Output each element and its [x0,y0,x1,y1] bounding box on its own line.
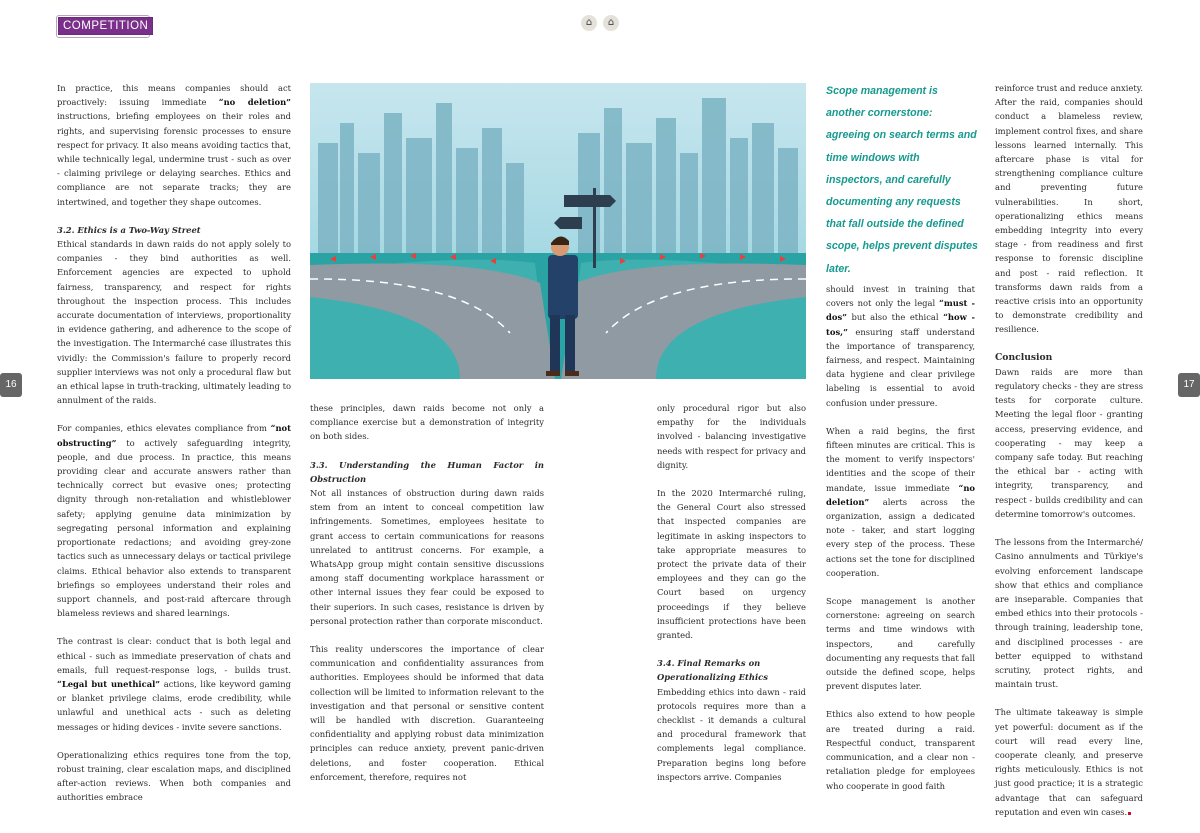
column-2 [310,401,544,798]
column-4 [826,282,975,807]
paragraph: reinforce trust and reduce anxiety. After the raid, companies should conduct a blameless review, implement control fixes, and share lessons learned internally. This aftercare phase is vital for strengthening compliance culture and preventing future vulnerabilities. In short, operationalizing ethics means embedding integrity into every stage - from readiness and first response to forensic discipline and post - raid reflection. It transforms dawn raids from a reactive crisis into an opportunity to demonstrate credibility and resilience. [995,83,1143,335]
paragraph: The lessons from the Intermarché/ Casino annulments and Türkiye's evolving enforcement landscape show that ethics and compliance are inseparable. Companies that embed ethics into their protocols - through training, leadership tone, and disciplined processes - are better equipped to withstand scrutiny, protect rights, and maintain trust. [995,537,1143,690]
section-tag: COMPETITION [58,17,153,35]
section-heading-3-4: 3.4. Final Remarks on [657,658,761,669]
paragraph: In the 2020 Intermarché ruling, the General Court also stressed that inspected companies are legitimate in asking inspectors to take appropriate measures to protect the private data of their employees and they can go the Court based on urgency proceedings if they believe insufficient protections have been granted. [657,488,806,641]
paragraph: Ethics also extend to how people are treated during a raid. Respectful conduct, transparent communication, and a clear non - retaliation pledge for employees who cooperate in good faith [826,709,975,791]
column-3 [657,401,806,798]
section-heading-3-2: 3.2. Ethics is a Two-Way Street [57,224,201,235]
column-1 [57,81,291,819]
house-emblem-icon: ⌂ [581,15,597,31]
end-mark-icon [1128,812,1131,815]
paragraph: Scope management is another cornerstone: agreeing on search terms and time windows with inspectors, and carefully documenting any requests that fall outside the defined scope, helps prevent disputes later. [826,596,975,692]
conclusion-heading: Conclusion [995,351,1053,363]
paragraph: This reality underscores the importance of clear communication and confidentiality assurances from authorities. Employees should be informed that data collection will be limited to information relevant to the investigation and that personal or sensitive content will be handled with discretion. Guaranteeing confidentiality and applying robust data minimization principles can reduce anxiety, prevent panic-driven deletions, and foster cooperation. Ethical enforcement, therefore, requires not [310,644,544,782]
column-5 [995,81,1143,833]
page-number-left: 16 [0,373,22,397]
paragraph: Ethical standards in dawn raids do not apply solely to companies - they bind authorities as well. Enforcement agencies are expected to uphold fairness, transparency, and respect for rights throughout the inspection process. This includes accurate documentation of interviews, proportionality in evidence gathering, and adherence to the scope of the investigation. The Intermarché case illustrates this vividly: the Commission's failure to properly record supplier interviews was not only a procedural flaw but an ethical lapse in truth-tracking, ultimately leading to annulment of the raids. [57,239,291,406]
paragraph: For companies, ethics elevates compliance from “not obstructing” to actively safeguarding integrity, people, and due process. In practice, this means providing clear and accurate answers rather than technically correct but evasive ones; protecting dignity through non-retaliation and whistleblower safety; applying genuine data minimization by segregating personal information and explaining proportionate redactions; and avoiding grey-zone tactics such as unnecessary delays or tactical privilege claims. Ethical behavior also extends to transparent briefings so employees understand their roles and support channels, and post-raid aftercare through blameless reviews and shared learnings. [57,423,291,619]
paragraph: The contrast is clear: conduct that is both legal and ethical - such as immediate preservation of chats and emails, full request-response logs, - builds trust. “Legal but unethical” actions, like keyword gaming or blanket privilege claims, erode credibility, while unlawful and unethical acts - such as deleting messages or hiding devices - invite severe sanctions. [57,636,291,732]
paragraph: Operationalizing ethics requires tone from the top, robust training, clear escalation maps, and disciplined after-action reviews. When both companies and authorities embrace [57,749,291,803]
paragraph: only procedural rigor but also empathy for the individuals involved - balancing investigative needs with respect for privacy and dignity. [657,403,806,470]
page-number-right: 17 [1178,373,1200,397]
section-heading-3-3: 3.3. Understanding the Human Factor in Obstruction [310,459,544,484]
paragraph: should invest in training that covers not only the legal “must - dos” but also the ethical “how - tos,” ensuring staff understand the importance of transparency, fairness, and respect. Maintaining data hygiene and clear privilege labeling is essential to avoid confusion under pressure. [826,284,976,408]
paragraph: In practice, this means companies should act proactively: issuing immediate “no deletion” instructions, briefing employees on their roles and rights, and supervising forensic processes to ensure respect for privacy. It also means avoiding tactics that, while technically legal, undermine trust - such as over - claiming privilege or delaying searches. Ethics and compliance are not separate tracks; they are intertwined, and together they shape outcomes. [57,83,291,207]
paragraph: these principles, dawn raids become not only a compliance exercise but a demonstration of integrity on both sides. [310,403,544,442]
paragraph: When a raid begins, the first fifteen minutes are critical. This is the moment to verify inspectors' identities and the scope of their mandate, issue immediate “no deletion” alerts across the organization, assign a dedicated note - taker, and start logging every step of the process. These actions set the tone for disciplined cooperation. [826,425,975,578]
section-heading-3-4-line2: Operationalizing Ethics [657,672,768,683]
pull-quote: Scope management is another cornerstone: agreeing on search terms and time windows with inspectors, and carefully documenting any requests that fall outside the defined scope, helps prevent disputes later. [826,85,978,275]
paragraph: Dawn raids are more than regulatory checks - they are stress tests for corporate culture. Meeting the legal floor - granting access, preserving evidence, and cooperating - may keep a company safe today. But reaching the ethical bar - acting with integrity, transparency, and respect - builds credibility and can determine tomorrow's outcomes. [995,366,1143,519]
house-emblem-icon: ⌂ [603,15,619,31]
paragraph: Embedding ethics into dawn - raid protocols requires more than a checklist - it demands a cultural and procedural framework that complements legal compliance. Preparation begins long before inspectors arrive. Companies [657,686,806,782]
crossroads-illustration [310,83,806,379]
paragraph: Not all instances of obstruction during dawn raids stem from an intent to conceal competition law infringements. Sometimes, employees hesitate to grant access to certain communications for reasons unrelated to antitrust concerns. For example, a WhatsApp group might contain sensitive discussions among staff documenting workplace harassment or other internal issues they fear could be exposed to their superiors. In such cases, resistance is driven by personal protection rather than corporate misconduct. [310,488,544,626]
paragraph: The ultimate takeaway is simple yet powerful: document as if the court will read every line, cooperate cleanly, and preserve rights meticulously. Ethics is not just good practice; it is a strategic advantage that can safeguard reputation and even win cases. [995,707,1143,817]
